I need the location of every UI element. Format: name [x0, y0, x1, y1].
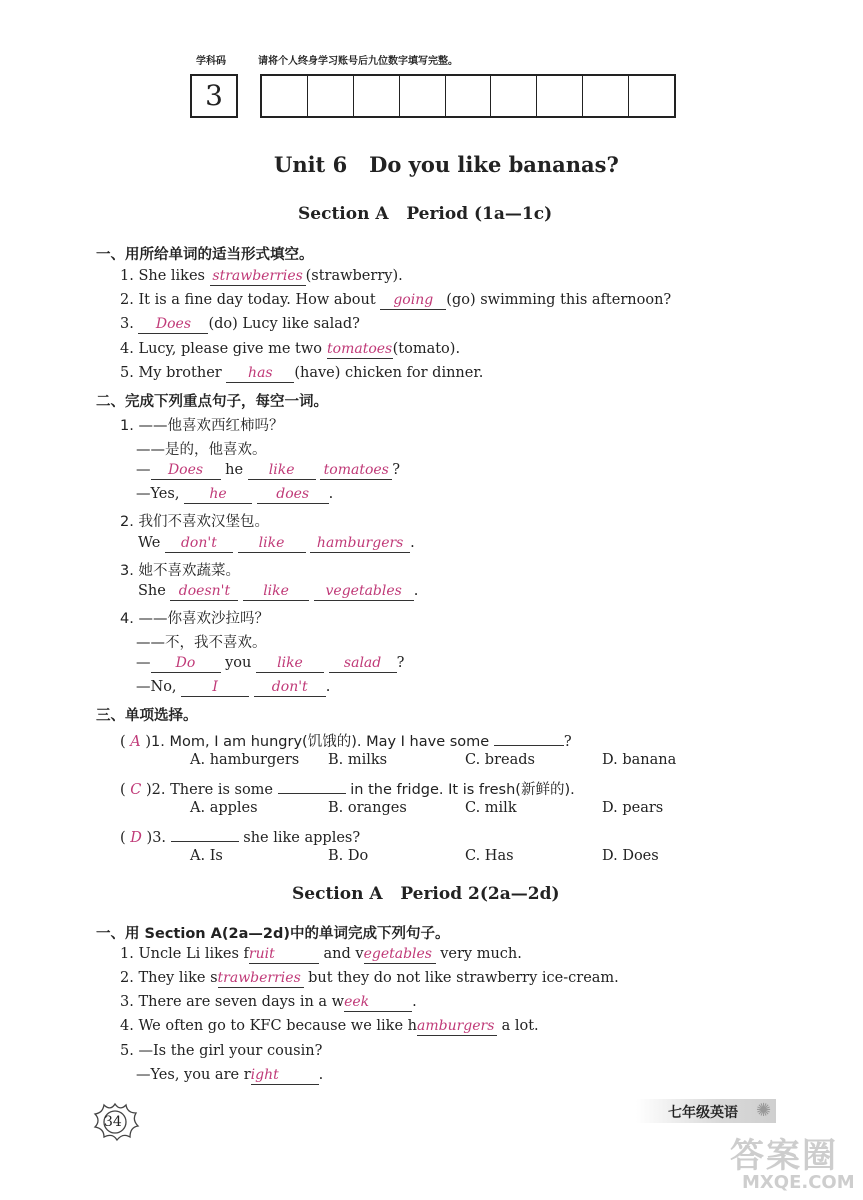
p2-q3-cn: 3. 她不喜欢蔬菜。 [120, 563, 240, 579]
q-text: . [328, 486, 334, 502]
q-text: She [138, 583, 166, 599]
p3-q1-opt-c[interactable]: C. breads [465, 752, 535, 768]
q-text: . [412, 994, 417, 1010]
answer-blank[interactable] [238, 535, 306, 553]
s2-q4 [120, 1018, 539, 1036]
answer: trawberries [217, 970, 301, 986]
answer-blank[interactable] [151, 655, 221, 673]
answer-blank[interactable] [181, 679, 249, 697]
answer-blank[interactable] [251, 1067, 319, 1085]
q-text: (have) chicken for dinner. [294, 365, 484, 381]
q-text: —No, [136, 679, 177, 695]
answer: Do [175, 655, 196, 671]
id-cell[interactable] [583, 76, 629, 116]
q-text: ) [146, 782, 152, 798]
choice-answer[interactable]: D [130, 830, 142, 846]
gear-icon: ✺ [756, 1100, 772, 1121]
section2-heading: 一、用 Section A(2a—2d)中的单词完成下列句子。 [96, 926, 450, 942]
subject-code-label: 学科码 [196, 56, 226, 67]
answer-blank[interactable] [184, 486, 252, 504]
answer: tomatoes [323, 462, 389, 478]
q-text: 5. My brother [120, 365, 227, 381]
p1-q1 [120, 268, 403, 286]
p2-q2-en [138, 535, 415, 553]
p3-q2-opt-a[interactable]: A. apples [190, 800, 258, 816]
answer: ight [250, 1067, 279, 1083]
q-text: (strawberry). [305, 268, 403, 284]
s2-q5-line1: 5. —Is the girl your cousin? [120, 1043, 323, 1059]
answer-blank[interactable] [364, 946, 436, 964]
answer: has [248, 365, 273, 381]
p2-q2-cn: 2. 我们不喜欢汉堡包。 [120, 514, 269, 530]
p2-q1-cn2: ——是的，他喜欢。 [136, 442, 267, 458]
s2-q5-line2 [136, 1067, 323, 1085]
q-text: in the fridge. It is fresh(新鲜的). [350, 782, 575, 798]
p3-q3-opt-d[interactable]: D. Does [602, 848, 659, 864]
answer-blank[interactable] [171, 824, 239, 842]
q-text: 3. [152, 830, 167, 846]
id-cell[interactable] [262, 76, 308, 116]
answer-blank[interactable] [327, 341, 393, 359]
s2-q3 [120, 994, 417, 1012]
id-instruction: 请将个人终身学习账号后九位数字填写完整。 [258, 56, 458, 67]
choice-answer[interactable]: A [130, 734, 141, 750]
choice-answer[interactable]: C [130, 782, 142, 798]
q-text: (go) swimming this afternoon? [446, 292, 672, 308]
q-text: ? [392, 462, 401, 478]
answer-blank[interactable] [226, 365, 294, 383]
id-cell[interactable] [400, 76, 446, 116]
q-text: (do) Lucy like salad? [208, 316, 360, 332]
id-cell[interactable] [629, 76, 674, 116]
p2-q3-en [138, 583, 418, 601]
watermark-url: MXQE.COM [742, 1172, 855, 1193]
answer-blank[interactable] [170, 583, 238, 601]
id-cell[interactable] [354, 76, 400, 116]
p3-q1-opt-a[interactable]: A. hamburgers [190, 752, 300, 768]
answer-blank[interactable] [380, 292, 446, 310]
q-text: 2. There is some [151, 782, 274, 798]
answer: vegetables [325, 583, 402, 599]
answer: Does [155, 316, 192, 332]
answer-blank[interactable] [151, 462, 221, 480]
q-text: ) [146, 830, 153, 846]
q-text: 2. It is a fine day today. How about [120, 292, 381, 308]
part3-heading: 三、单项选择。 [96, 708, 198, 724]
p3-q1-opt-d[interactable]: D. banana [602, 752, 677, 768]
p3-q2-opt-c[interactable]: C. milk [465, 800, 517, 816]
answer: like [268, 462, 295, 478]
id-cell[interactable] [537, 76, 583, 116]
q-text: 4. Lucy, please give me two [120, 341, 327, 357]
q-text: and v [323, 946, 364, 962]
q-text: (tomato). [392, 341, 461, 357]
id-cell[interactable] [446, 76, 492, 116]
q-text: ( [120, 734, 126, 750]
q-text: 3. [120, 316, 139, 332]
p1-q3 [120, 316, 360, 334]
q-text: . [325, 679, 331, 695]
p2-q1-cn1: 1. ——他喜欢西红柿吗？ [120, 418, 284, 434]
p2-q1-line1 [136, 462, 400, 480]
q-text: — [136, 462, 151, 478]
page-number-badge [90, 1100, 140, 1144]
q-text: ) [145, 734, 152, 750]
part1-heading: 一、用所给单词的适当形式填空。 [96, 247, 314, 263]
p3-q1-opt-b[interactable]: B. milks [328, 752, 388, 768]
q-text: —Yes, you are r [136, 1067, 251, 1083]
answer-blank[interactable] [249, 946, 319, 964]
answer-blank[interactable] [314, 583, 414, 601]
watermark-logo: 答案圈 [730, 1136, 838, 1176]
q-text: . [318, 1067, 324, 1083]
answer-blank[interactable] [218, 970, 304, 988]
answer: he [209, 486, 227, 502]
q-text: 1. Uncle Li likes f [120, 946, 249, 962]
answer: Does [167, 462, 204, 478]
part2-heading: 二、完成下列重点句子，每空一词。 [96, 394, 328, 410]
id-cell[interactable] [308, 76, 354, 116]
q-text: We [138, 535, 161, 551]
answer: does [276, 486, 310, 502]
answer: I [212, 679, 218, 695]
q-text: 3. There are seven days in a w [120, 994, 345, 1010]
answer: eek [344, 994, 370, 1010]
unit-title: Unit 6 Do you like bananas? [274, 152, 619, 177]
answer-blank[interactable] [138, 316, 208, 334]
answer: salad [343, 655, 382, 671]
answer-blank[interactable] [243, 583, 309, 601]
q-text: — [136, 655, 151, 671]
q-text: you [225, 655, 252, 671]
p3-q1-stem [120, 728, 572, 751]
answer-blank[interactable] [256, 655, 324, 673]
answer: tomatoes [327, 341, 393, 357]
p1-q2 [120, 292, 671, 310]
section2-title: Section A Period 2(2a—2d) [292, 884, 560, 904]
q-text: very much. [440, 946, 522, 962]
q-text: but they do not like strawberry ice-cream. [308, 970, 619, 986]
q-text: —Yes, [136, 486, 180, 502]
p3-q3-opt-b[interactable]: B. Do [328, 848, 369, 864]
answer-blank[interactable] [257, 486, 329, 504]
answer-blank[interactable] [210, 268, 306, 286]
answer-blank[interactable] [278, 776, 346, 794]
answer: doesn't [178, 583, 231, 599]
q-text: 2. They like s [120, 970, 218, 986]
q-text: he [225, 462, 244, 478]
answer: amburgers [416, 1018, 495, 1034]
q-text: 1. She likes [120, 268, 210, 284]
answer: don't [180, 535, 217, 551]
q-text: . [413, 583, 419, 599]
q-text: ( [120, 782, 126, 798]
answer: strawberries [212, 268, 303, 284]
answer-blank[interactable] [248, 462, 316, 480]
p1-q5 [120, 365, 483, 383]
p3-q3-opt-c[interactable]: C. Has [465, 848, 514, 864]
answer: like [258, 535, 285, 551]
section1-title: Section A Period (1a—1c) [298, 204, 553, 224]
q-text: ? [563, 734, 572, 750]
answer: like [263, 583, 289, 599]
book-title-bar [636, 1099, 776, 1123]
page-number: 34 [104, 1114, 122, 1130]
p3-q2-stem [120, 776, 575, 799]
answer-blank[interactable] [344, 994, 412, 1012]
book-title: 七年级英语 [668, 1105, 738, 1121]
p3-q3-opt-a[interactable]: A. Is [190, 848, 223, 864]
answer: don't [271, 679, 308, 695]
answer-blank[interactable] [417, 1018, 497, 1036]
answer: going [393, 292, 434, 308]
s2-q1 [120, 946, 522, 964]
s2-q2 [120, 970, 619, 988]
p2-q4-line2 [136, 679, 330, 697]
answer: like [277, 655, 303, 671]
p3-q2-opt-b[interactable]: B. oranges [328, 800, 407, 816]
q-text: she like apples? [243, 830, 361, 846]
answer-blank[interactable] [165, 535, 233, 553]
id-entry-grid[interactable] [260, 74, 676, 118]
subject-code-box [190, 74, 238, 118]
q-text: a lot. [501, 1018, 539, 1034]
answer-blank[interactable] [494, 728, 564, 746]
q-text: ( [120, 830, 126, 846]
q-text: . [410, 535, 415, 551]
answer-blank[interactable] [254, 679, 326, 697]
answer-blank[interactable] [320, 462, 392, 480]
subject-code: 3 [205, 79, 223, 112]
answer: hamburgers [316, 535, 404, 551]
p1-q4 [120, 341, 460, 359]
answer: ruit [248, 946, 275, 962]
id-cell[interactable] [491, 76, 537, 116]
p2-q1-line2 [136, 486, 333, 504]
p2-q4-line1 [136, 655, 404, 673]
answer: egetables [363, 946, 432, 962]
p2-q4-cn2: ——不，我不喜欢。 [136, 635, 267, 651]
answer-blank[interactable] [329, 655, 397, 673]
q-text: ? [396, 655, 405, 671]
p3-q2-opt-d[interactable]: D. pears [602, 800, 664, 816]
q-text: 4. We often go to KFC because we like h [120, 1018, 417, 1034]
p2-q4-cn1: 4. ——你喜欢沙拉吗？ [120, 611, 269, 627]
answer-blank[interactable] [310, 535, 410, 553]
p3-q3-stem [120, 824, 360, 846]
q-text: 1. Mom, I am hungry(饥饿的). May I have some [151, 734, 490, 750]
